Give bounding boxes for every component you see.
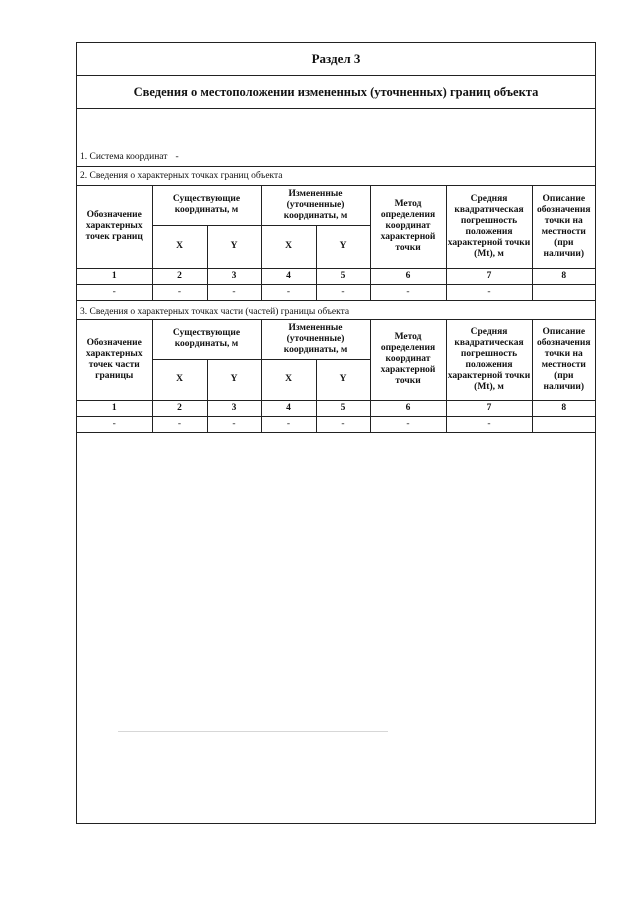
header-method: Метод определения координат характерной точки: [370, 186, 446, 268]
table-cell: -: [370, 284, 446, 300]
table-cell: -: [446, 284, 532, 300]
column-number: 3: [207, 400, 261, 416]
table-cell: -: [261, 284, 316, 300]
scan-artifact: [118, 731, 388, 732]
header-description: Описание обозначения точки на местности (при наличии): [532, 320, 595, 400]
column-number: 4: [261, 400, 316, 416]
header-existing: Существующие координаты, м: [152, 186, 261, 225]
section-title: Раздел 3: [77, 43, 595, 76]
boundary-points-table: [77, 186, 595, 301]
coordinate-system-row: [77, 147, 595, 167]
table-row: [77, 284, 595, 300]
table-cell: -: [77, 416, 152, 432]
header-error: Средняя квадратическая погрешность положения характерной точки (Mt), м: [446, 186, 532, 268]
header-changed-x: X: [261, 359, 316, 400]
table-cell: -: [370, 416, 446, 432]
column-number: 7: [446, 400, 532, 416]
column-number: 5: [316, 400, 370, 416]
document-frame: [76, 42, 596, 824]
header-changed: Измененные (уточненные) координаты, м: [261, 320, 370, 359]
header-method: Метод определения координат характерной точки: [370, 320, 446, 400]
header-description: Описание обозначения точки на местности (при наличии): [532, 186, 595, 268]
column-number: 6: [370, 400, 446, 416]
header-designation: Обозначение характерных точек границ: [77, 186, 152, 268]
header-existing-x: X: [152, 359, 207, 400]
table-cell: -: [77, 284, 152, 300]
column-number: 3: [207, 268, 261, 284]
header-error: Средняя квадратическая погрешность положения характерной точки (Mt), м: [446, 320, 532, 400]
column-number: 4: [261, 268, 316, 284]
column-number: 1: [77, 268, 152, 284]
table-cell: -: [207, 416, 261, 432]
header-existing-y: Y: [207, 225, 261, 268]
header-existing-x: X: [152, 225, 207, 268]
column-number: 6: [370, 268, 446, 284]
table-cell: -: [207, 284, 261, 300]
table-cell: [532, 416, 595, 432]
boundary-part-points-table: [77, 320, 595, 433]
table-cell: -: [446, 416, 532, 432]
header-changed-y: Y: [316, 225, 370, 268]
table-cell: -: [316, 284, 370, 300]
table1-heading: 2. Сведения о характерных точках границ объекта: [77, 167, 595, 186]
column-number: 8: [532, 400, 595, 416]
section-subtitle: Сведения о местоположении измененных (уточненных) границ объекта: [77, 76, 595, 109]
header-changed: Измененные (уточненные) координаты, м: [261, 186, 370, 225]
header-existing: Существующие координаты, м: [152, 320, 261, 359]
header-changed-x: X: [261, 225, 316, 268]
header-existing-y: Y: [207, 359, 261, 400]
table-cell: -: [316, 416, 370, 432]
column-number: 2: [152, 400, 207, 416]
table-cell: -: [152, 416, 207, 432]
table-row: [77, 416, 595, 432]
header-changed-y: Y: [316, 359, 370, 400]
column-number: 5: [316, 268, 370, 284]
coordinate-system-label: 1. Система координат: [80, 151, 168, 162]
table2-heading: 3. Сведения о характерных точках части (частей) границы объекта: [77, 304, 595, 320]
column-number: 8: [532, 268, 595, 284]
table-cell: -: [152, 284, 207, 300]
column-number: 7: [446, 268, 532, 284]
column-number: 2: [152, 268, 207, 284]
coordinate-system-value: -: [175, 151, 179, 162]
table-cell: [532, 284, 595, 300]
header-designation: Обозначение характерных точек части границы: [77, 320, 152, 400]
column-number: 1: [77, 400, 152, 416]
table-cell: -: [261, 416, 316, 432]
